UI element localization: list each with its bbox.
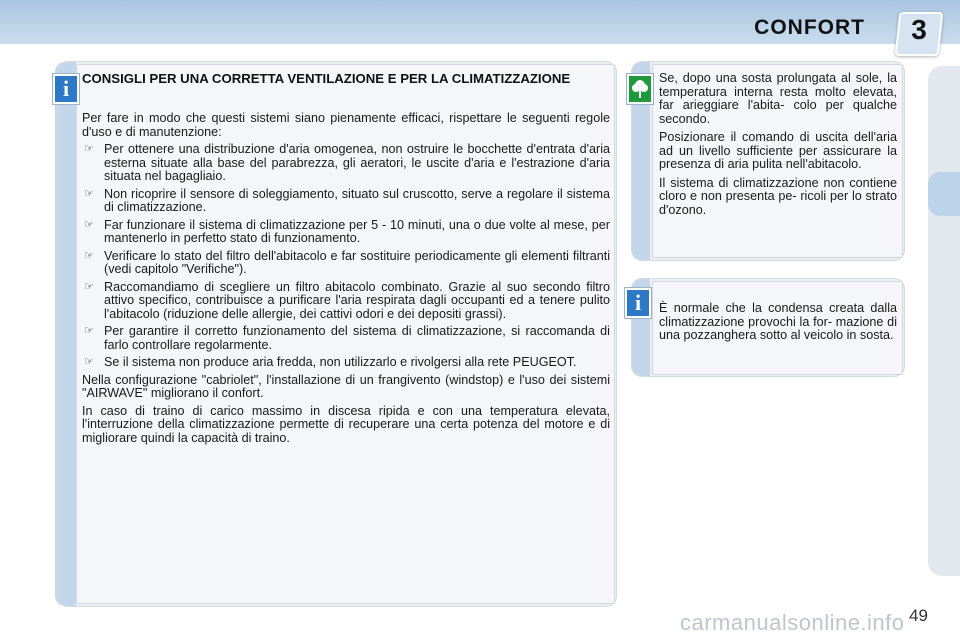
- page-title: CONFORT: [754, 16, 865, 39]
- eco-paragraph: Posizionare il comando di uscita dell'aria ad un livello sufficiente per assicurare la presenza di aria pulita nell'abitacolo.: [659, 130, 897, 171]
- list-item: [82, 325, 610, 352]
- pointing-hand-icon: ☞: [84, 249, 94, 262]
- advice-list: [82, 143, 610, 370]
- pointing-hand-icon: ☞: [84, 356, 94, 368]
- list-item-text: Non ricoprire il sensore di soleggiamento, situato sul cruscotto, serve a regolare il sistema di climatizzazione.: [104, 186, 610, 214]
- header-divider: [0, 44, 960, 48]
- pointing-hand-icon: ☞: [84, 218, 94, 231]
- list-item: [82, 356, 610, 370]
- section-heading: CONSIGLI PER UNA CORRETTA VENTILAZIONE E PER LA CLIMATIZZAZIONE: [82, 71, 571, 86]
- eco-panel-text: [659, 72, 897, 222]
- main-panel-strip-left: [58, 62, 76, 606]
- cabriolet-paragraph: Nella configurazione "cabriolet", l'installazione di un frangivento (windstop) e l'uso dei sistemi "AIRWAVE" migliorano il confort.: [82, 372, 610, 400]
- list-item: [82, 188, 610, 215]
- pointing-hand-icon: ☞: [84, 143, 94, 155]
- page-number: 49: [909, 606, 928, 625]
- list-item-text: Per ottenere una distribuzione d'aria omogenea, non ostruire le bocchette d'entrata d'aria esterna situate alla base del parabrezza, gli aeratori, le uscite d'aria e l'estrazione d'aria situata nel bagagliaio.: [104, 142, 610, 183]
- condensation-paragraph: È normale che la condensa creata dalla climatizzazione provochi la for- mazione di una pozzanghera sotto al veicolo in sosta.: [659, 301, 897, 342]
- pointing-hand-icon: ☞: [84, 187, 94, 200]
- eco-paragraph: Se, dopo una sosta prolungata al sole, la temperatura interna resta molto elevata, far arieggiare l'abita- colo per qualche secondo.: [659, 71, 897, 126]
- chapter-tab-active[interactable]: [928, 172, 960, 216]
- list-item: [82, 143, 610, 184]
- watermark: carmanualsonline.info: [680, 610, 905, 635]
- chapter-number: 3: [911, 14, 927, 45]
- list-item-text: Verificare lo stato del filtro dell'abitacolo e far sostituire periodicamente gli elementi filtranti (vedi capitolo "Verifiche").: [104, 248, 610, 276]
- list-item: [82, 219, 610, 246]
- main-panel-text: [82, 112, 610, 449]
- intro-paragraph: Per fare in modo che questi sistemi siano pienamente efficaci, rispettare le seguenti regole d'uso e di manutenzione:: [82, 111, 610, 139]
- pointing-hand-icon: ☞: [84, 325, 94, 337]
- list-item-text: Raccomandiamo di scegliere un filtro abitacolo combinato. Grazie al suo secondo filtro attivo specifico, contribuisce a purificare l'aria respirata dagli occupanti ed a tenere pulito l'abitacolo (riduzione delle allergie, dei cattivi odori e dei depositi grassi).: [104, 279, 610, 321]
- eco-paragraph: Il sistema di climatizzazione non contiene cloro e non presenta pe- ricoli per lo strato d'ozono.: [659, 175, 897, 217]
- pointing-hand-icon: ☞: [84, 280, 94, 293]
- eco-tree-icon: [627, 74, 653, 104]
- info-icon: i: [625, 288, 651, 318]
- list-item-text: Per garantire il corretto funzionamento del sistema di climatizzazione, si raccomanda di farlo controllare regolarmente.: [104, 324, 610, 352]
- info-icon: i: [53, 74, 79, 104]
- info-panel-text: [659, 302, 897, 348]
- chapter-tabs: [928, 66, 960, 576]
- list-item: [82, 281, 610, 322]
- towing-paragraph: In caso di traino di carico massimo in discesa ripida e con una temperatura elevata, l'interruzione della climatizzazione permette di recuperare una certa potenza del motore e di migliorare quindi la capacità di traino.: [82, 403, 610, 445]
- list-item-text: Se il sistema non produce aria fredda, non utilizzarlo e rivolgersi alla rete PEUGEOT.: [104, 355, 577, 369]
- list-item: [82, 250, 610, 277]
- list-item-text: Far funzionare il sistema di climatizzazione per 5 - 10 minuti, una o due volte al mese, per mantenerlo in perfetto stato di funzionamento.: [104, 217, 610, 245]
